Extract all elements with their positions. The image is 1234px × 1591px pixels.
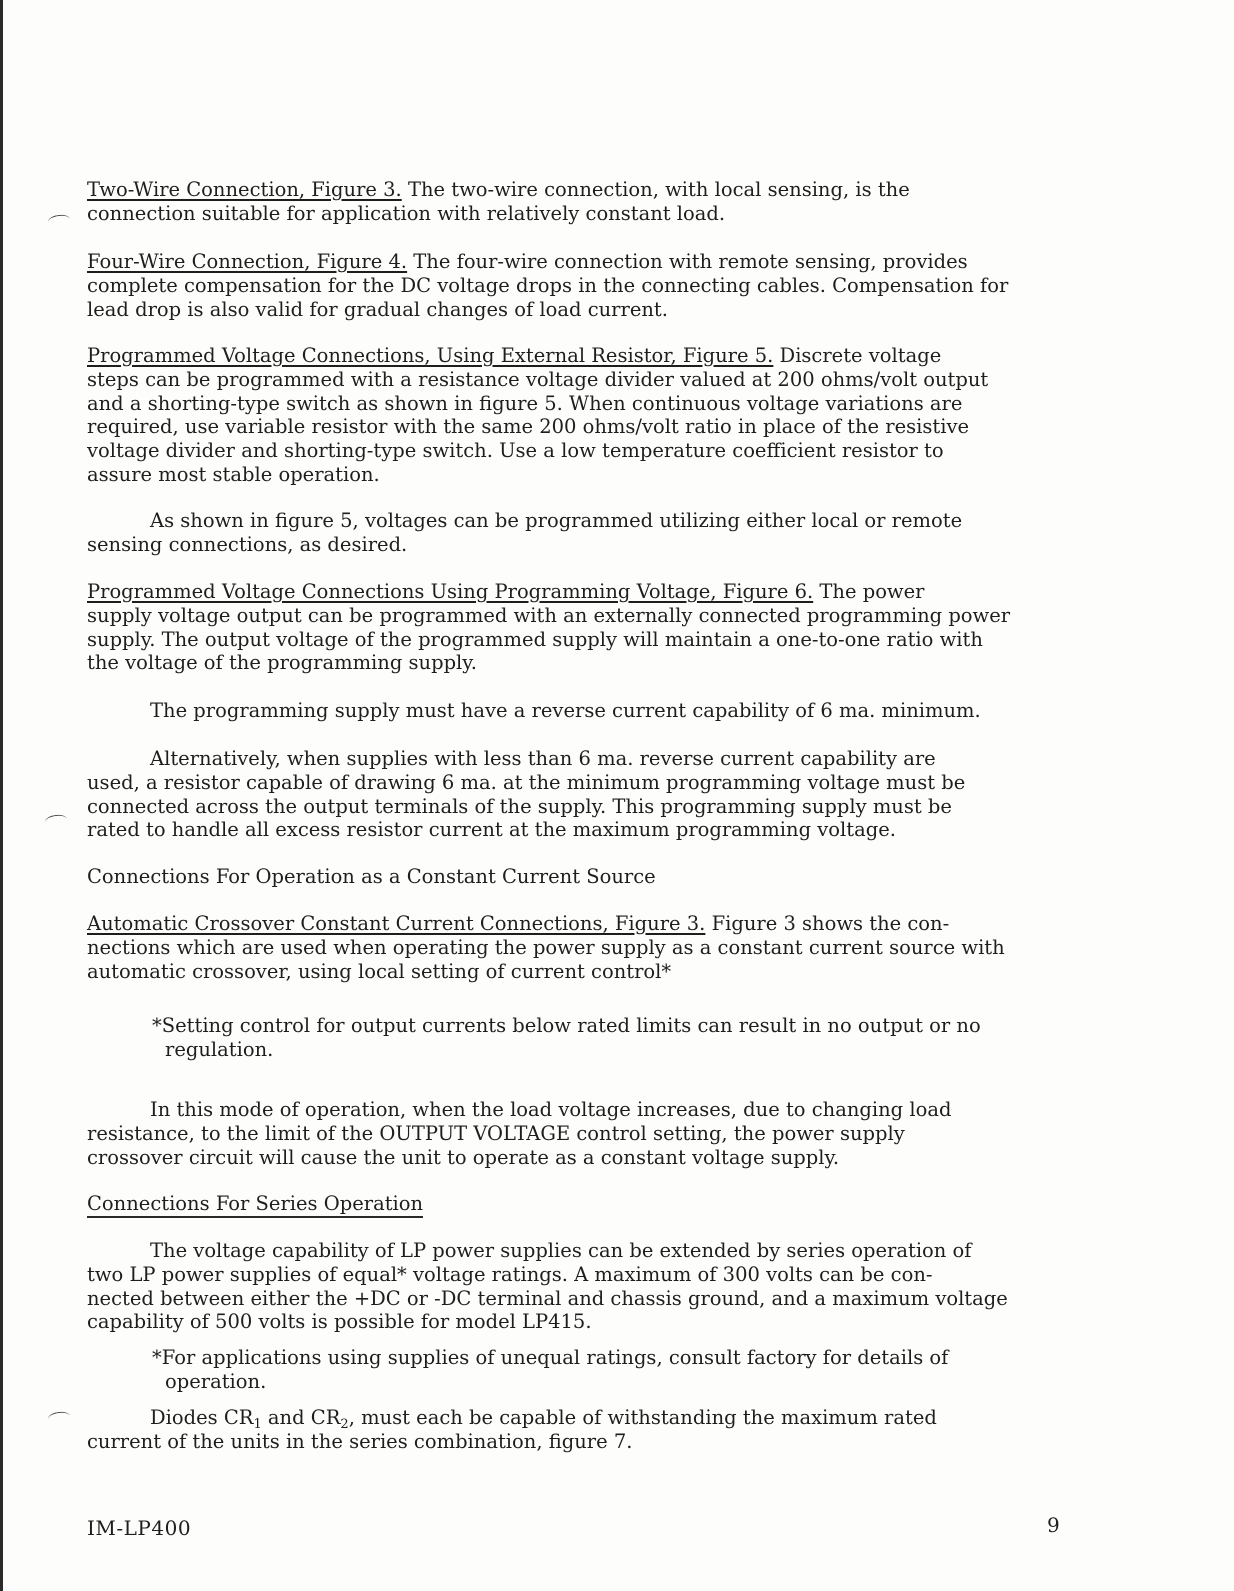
unequal-ratings-footnote: *For applications using supplies of unequal ratings, consult factory for details of operation. [152, 1346, 949, 1393]
reverse-current-paragraph: The programming supply must have a reverse current capability of 6 ma. minimum. [150, 699, 981, 722]
mode-of-operation-paragraph: In this mode of operation, when the load voltage increases, due to changing load resistance, to the limit of the OUTPUT VOLTAGE control setting, the power supply crossover circuit will cause the unit to operate as a constant voltage supply. [87, 1098, 952, 1169]
diode-1-subscript: 1 [253, 1417, 262, 1432]
programmed-resistor-title: Programmed Voltage Connections, Using External Resistor, Figure 5. [87, 344, 774, 367]
auto-crossover-paragraph [87, 912, 1082, 983]
series-operation-heading-line [87, 1192, 1082, 1218]
programmed-voltage-body: The power supply voltage output can be programmed with an externally connected programming power supply. The output voltage of the programmed supply will maintain a one-to-one ratio with the voltage of the programming supply. [87, 580, 1011, 675]
two-wire-body: The two-wire connection, with local sensing, is the connection suitable for application with relatively constant load. [87, 178, 910, 225]
diode-2-subscript: 2 [340, 1417, 349, 1432]
diodes-prefix: Diodes CR [150, 1406, 254, 1429]
margin-mark [44, 814, 67, 828]
margin-mark [47, 214, 70, 228]
diodes-mid: and CR [261, 1406, 341, 1429]
constant-current-heading: Connections For Operation as a Constant Current Source [87, 865, 656, 888]
four-wire-body: The four-wire connection with remote sensing, provides complete compensation for the DC voltage drops in the connecting cables. Compensation for lead drop is also valid for gradual changes of load current. [87, 250, 1009, 321]
two-wire-title: Two-Wire Connection, Figure 3. [87, 178, 402, 201]
page-number: 9 [1047, 1513, 1060, 1537]
auto-crossover-body: Figure 3 shows the con- nections which are used when operating the power supply as a constant current source with automatic crossover, using local setting of current control* [87, 912, 1005, 983]
margin-mark [47, 1411, 70, 1425]
four-wire-title: Four-Wire Connection, Figure 4. [87, 250, 408, 273]
series-operation-heading: Connections For Series Operation [87, 1193, 423, 1218]
series-operation-paragraph: The voltage capability of LP power supplies can be extended by series operation of two LP power supplies of equal* voltage ratings. A maximum of 300 volts can be con- nected between either the +DC or -DC terminal and chassis ground, and a maximum voltage capability of 500 volts is possible for model LP415. [87, 1239, 1008, 1334]
programmed-voltage-paragraph [87, 580, 1082, 675]
setting-control-footnote: *Setting control for output currents below rated limits can result in no output or no regulation. [152, 1014, 981, 1061]
programmed-resistor-body: Discrete voltage steps can be programmed with a resistance voltage divider valued at 200 ohms/volt output and a shorting-type switch as shown in figure 5. When continuous voltage variations are required, use variable resistor with the same 200 ohms/volt ratio in place of the resistive voltage divider and shorting-type switch. Use a low temperature coefficient resistor to assure most stable operation. [87, 344, 989, 486]
page-binding-edge [0, 0, 3, 1591]
document-id: IM-LP400 [87, 1516, 192, 1540]
two-wire-paragraph [87, 178, 1082, 226]
alternatively-paragraph: Alternatively, when supplies with less than 6 ma. reverse current capability are used, a resistor capable of drawing 6 ma. at the minimum programming voltage must be connected across the output terminals of the supply. This programming supply must be rated to handle all excess resistor current at the maximum programming voltage. [87, 747, 966, 842]
diodes-suffix: , must each be capable of withstanding the maximum rated current of the units in the series combination, figure 7. [87, 1406, 937, 1453]
four-wire-paragraph [87, 250, 1082, 321]
programmed-voltage-title: Programmed Voltage Connections Using Programming Voltage, Figure 6. [87, 580, 814, 603]
auto-crossover-title: Automatic Crossover Constant Current Connections, Figure 3. [87, 912, 706, 935]
as-shown-paragraph: As shown in figure 5, voltages can be programmed utilizing either local or remote sensing connections, as desired. [87, 509, 963, 556]
diodes-paragraph [87, 1406, 1082, 1454]
programmed-resistor-paragraph [87, 344, 1082, 487]
